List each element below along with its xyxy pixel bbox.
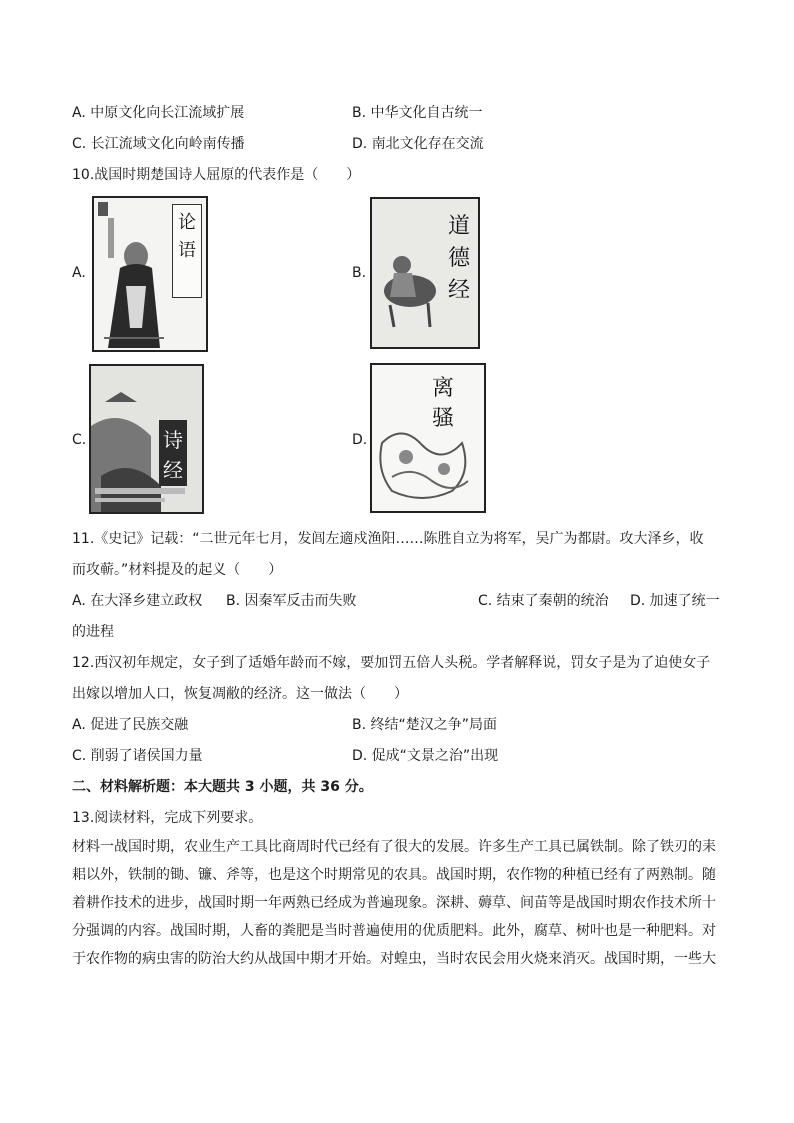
section-heading: 二、材料解析题：本大题共 3 小题，共 36 分。: [72, 779, 373, 795]
q12-stem-line1: 12.西汉初年规定，女子到了适婚年龄而不嫁，要加罚五倍人头税。学者解释说，罚女子是为了迫使女子: [72, 655, 711, 671]
q10-label-b: B.: [352, 265, 367, 281]
q10-label-d: D.: [352, 432, 368, 448]
q12-stem-line2: 出嫁以增加人口，恢复凋敝的经济。这一做法（ ）: [72, 686, 408, 702]
book-cover-lisao: [370, 363, 486, 513]
q13-material-paragraph: [72, 833, 722, 973]
q9-option-c: C. 长江流域文化向岭南传播: [72, 136, 245, 152]
q10-stem: 10.战国时期楚国诗人屈原的代表作是（ ）: [72, 167, 361, 183]
material-line: 耜以外，铁制的锄、镰、斧等，也是这个时期常见的农具。战国时期，农作物的种植已经有了两熟制。随: [72, 867, 716, 883]
book-title-char: 经: [448, 278, 471, 303]
q11-option-d: D. 加速了统一: [630, 593, 720, 609]
book-title-char: 论: [178, 212, 196, 233]
material-line: 分强调的内容。战国时期，人畜的粪肥是当时普遍使用的优质肥料。此外，腐草、树叶也是一种肥料。对: [72, 923, 716, 939]
book-title-char: 道: [448, 214, 471, 239]
q11-option-c: C. 结束了秦朝的统治: [478, 593, 609, 609]
q12-option-c: C. 削弱了诸侯国力量: [72, 748, 203, 764]
book-title-char: 语: [178, 240, 196, 261]
material-line: 着耕作技术的进步，战国时期一年两熟已经成为普遍现象。深耕、薅草、间苗等是战国时期农作技术所十: [72, 895, 716, 911]
q12-option-d: D. 促成“文景之治”出现: [352, 748, 499, 764]
book-title-char: 经: [163, 458, 183, 482]
q11-stem-line1: 11.《史记》记载：“二世元年七月，发闾左適戍渔阳……陈胜自立为将军，吴广为都尉。攻大泽乡，收: [72, 531, 704, 547]
q10-label-a: A.: [72, 265, 86, 281]
material-line: 材料一战国时期，农业生产工具比商周时代已经有了很大的发展。许多生产工具已属铁制。除了铁刃的耒: [72, 839, 716, 855]
book-title-char: 骚: [432, 406, 455, 431]
book-cover-shijing: [89, 364, 204, 514]
q11-option-b: B. 因秦军反击而失败: [226, 593, 357, 609]
q11-stem-line2: 而攻蕲。”材料提及的起义（ ）: [72, 562, 283, 578]
material-line: 于农作物的病虫害的防治大约从战国中期才开始。对蝗虫，当时农民会用火烧来消灭。战国时期，一些大: [72, 951, 716, 967]
book-title-char: 诗: [163, 428, 183, 452]
q11-option-a: A. 在大泽乡建立政权: [72, 593, 203, 609]
book-cover-lunyu: [92, 196, 208, 352]
q9-option-a: A. 中原文化向长江流域扩展: [72, 105, 245, 121]
q12-option-a: A. 促进了民族交融: [72, 717, 189, 733]
book-title-char: 离: [432, 376, 455, 401]
mythical-figures-illustration: [372, 365, 484, 511]
q11-option-d-continued: 的进程: [72, 624, 114, 640]
q10-label-c: C.: [72, 432, 87, 448]
q13-stem: 13.阅读材料，完成下列要求。: [72, 810, 263, 826]
q9-option-b: B. 中华文化自古统一: [352, 105, 483, 121]
book-cover-daodejing: [370, 197, 480, 349]
q12-option-b: B. 终结“楚汉之争”局面: [352, 717, 498, 733]
q9-option-d: D. 南北文化存在交流: [352, 136, 484, 152]
book-title-char: 德: [448, 246, 471, 271]
